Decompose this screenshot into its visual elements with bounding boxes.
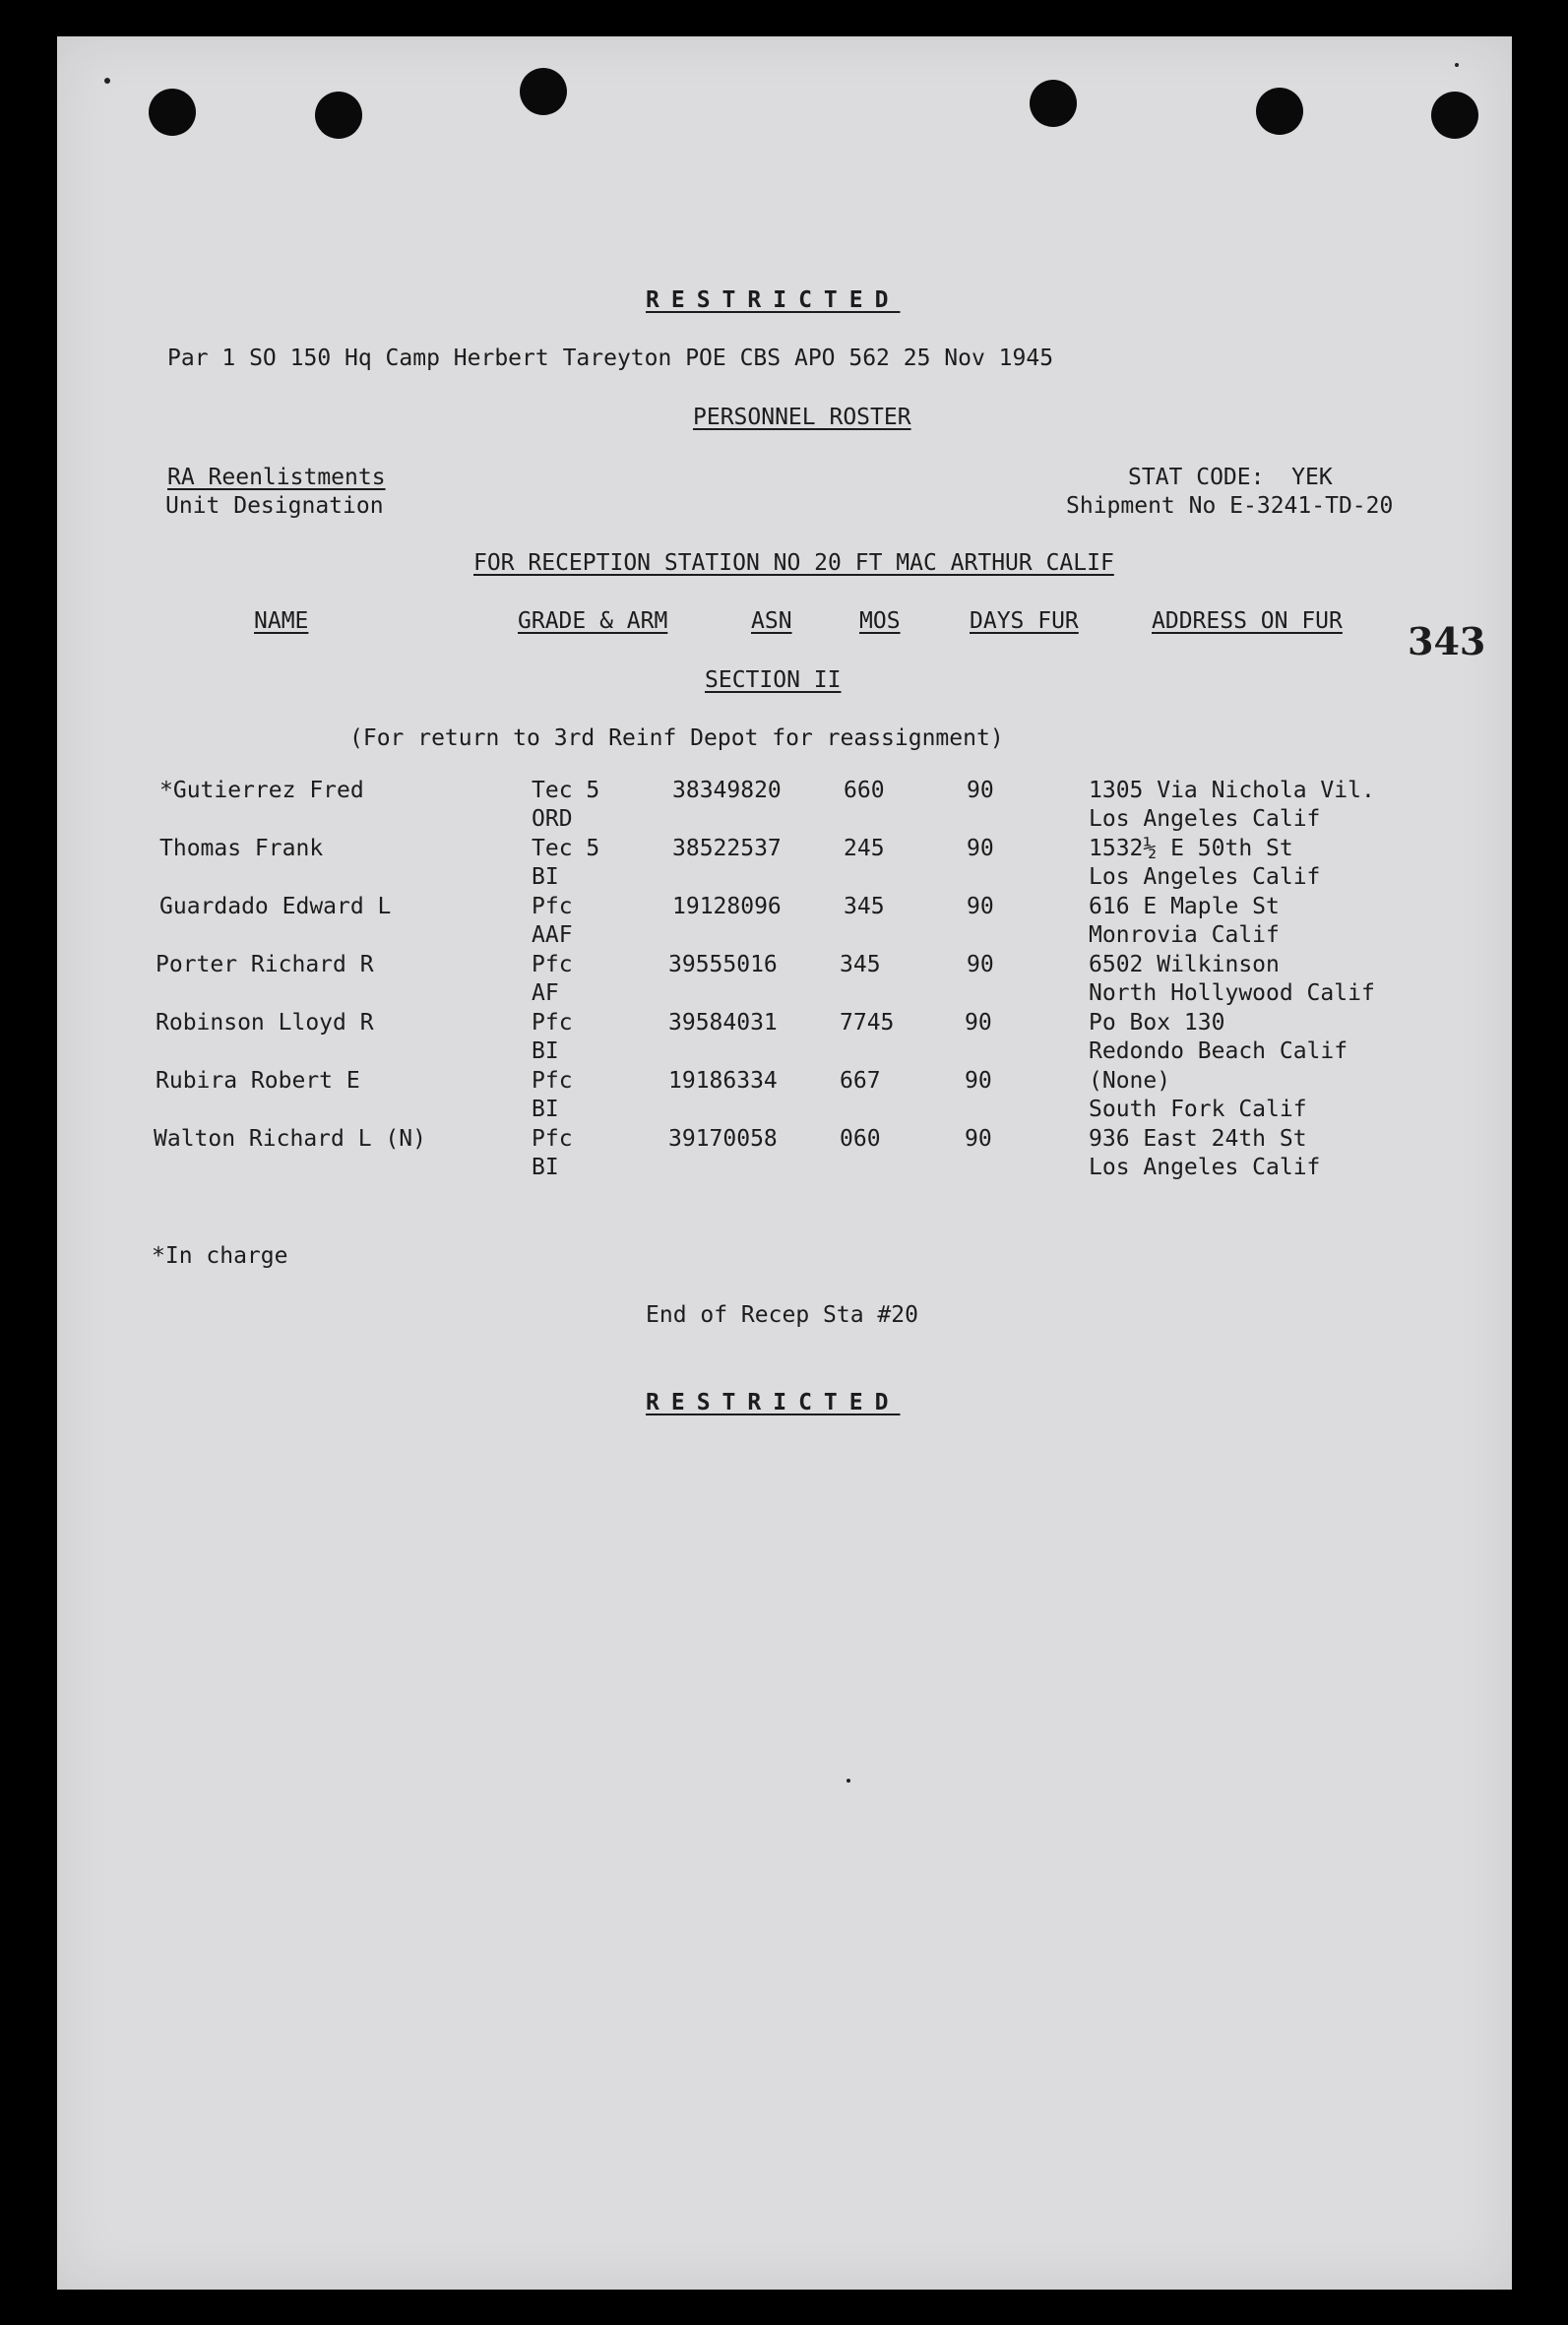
roster-asn: 38349820 — [672, 778, 782, 803]
roster-mos: 345 — [840, 952, 881, 977]
punch-hole — [1030, 80, 1077, 127]
roster-name: Robinson Lloyd R — [156, 1010, 374, 1036]
restricted-header: RESTRICTED — [646, 287, 901, 313]
roster-arm: BI — [532, 864, 559, 890]
roster-row — [57, 1009, 1512, 1068]
document-page — [57, 36, 1512, 2290]
roster-mos: 245 — [844, 836, 885, 861]
roster-address-line2: Los Angeles Calif — [1089, 1155, 1321, 1180]
roster-address-line2: South Fork Calif — [1089, 1097, 1307, 1122]
roster-address-line1: Po Box 130 — [1089, 1010, 1225, 1036]
page-number: 343 — [1408, 619, 1486, 663]
roster-days: 90 — [965, 1010, 992, 1036]
roster-row — [57, 893, 1512, 952]
roster-name: Rubira Robert E — [156, 1068, 360, 1094]
roster-asn: 39170058 — [668, 1126, 778, 1152]
roster-grade: Pfc — [532, 1126, 573, 1152]
column-header-asn: ASN — [751, 608, 792, 634]
roster-grade: Pfc — [532, 1068, 573, 1094]
roster-arm: ORD — [532, 806, 573, 832]
shipment-number: Shipment No E-3241-TD-20 — [1066, 493, 1394, 519]
footnote: *In charge — [152, 1243, 288, 1269]
roster-asn: 19128096 — [672, 894, 782, 919]
roster-mos: 345 — [844, 894, 885, 919]
roster-row — [57, 777, 1512, 836]
roster-address-line1: 616 E Maple St — [1089, 894, 1280, 919]
station-line: FOR RECEPTION STATION NO 20 FT MAC ARTHUR CALIF — [473, 550, 1114, 576]
restricted-footer: RESTRICTED — [646, 1390, 901, 1415]
roster-days: 90 — [967, 894, 994, 919]
order-line: Par 1 SO 150 Hq Camp Herbert Tareyton POE CBS APO 562 25 Nov 1945 — [167, 346, 1054, 371]
roster-address-line2: Los Angeles Calif — [1089, 864, 1321, 890]
roster-address-line1: (None) — [1089, 1068, 1171, 1094]
roster-mos: 060 — [840, 1126, 881, 1152]
roster-grade: Tec 5 — [532, 836, 600, 861]
roster-asn: 19186334 — [668, 1068, 778, 1094]
roster-days: 90 — [965, 1126, 992, 1152]
roster-name: Thomas Frank — [159, 836, 324, 861]
roster-table — [57, 777, 1512, 1195]
punch-hole — [520, 68, 567, 115]
roster-title: PERSONNEL ROSTER — [693, 405, 911, 430]
punch-hole — [1431, 92, 1478, 139]
roster-address-line2: Redondo Beach Calif — [1089, 1038, 1348, 1064]
column-header-days: DAYS FUR — [970, 608, 1079, 634]
roster-row — [57, 1125, 1512, 1184]
section-title: SECTION II — [705, 667, 842, 693]
roster-row — [57, 1067, 1512, 1126]
roster-grade: Pfc — [532, 1010, 573, 1036]
unit-reenlistments: RA Reenlistments — [167, 465, 386, 490]
roster-address-line2: Monrovia Calif — [1089, 922, 1280, 948]
roster-name: Porter Richard R — [156, 952, 374, 977]
roster-days: 90 — [967, 952, 994, 977]
stat-code: STAT CODE: YEK — [1128, 465, 1333, 490]
column-header-grade: GRADE & ARM — [518, 608, 668, 634]
roster-arm: BI — [532, 1038, 559, 1064]
roster-asn: 39555016 — [668, 952, 778, 977]
column-header-address: ADDRESS ON FUR — [1152, 608, 1343, 634]
unit-designation-label: Unit Designation — [165, 493, 384, 519]
roster-mos: 660 — [844, 778, 885, 803]
end-line: End of Recep Sta #20 — [646, 1302, 918, 1328]
roster-mos: 7745 — [840, 1010, 895, 1036]
roster-arm: AF — [532, 980, 559, 1006]
roster-grade: Tec 5 — [532, 778, 600, 803]
roster-arm: BI — [532, 1097, 559, 1122]
column-header-mos: MOS — [859, 608, 901, 634]
roster-days: 90 — [965, 1068, 992, 1094]
speck — [847, 1779, 850, 1783]
roster-asn: 38522537 — [672, 836, 782, 861]
roster-asn: 39584031 — [668, 1010, 778, 1036]
roster-name: Guardado Edward L — [159, 894, 392, 919]
roster-arm: BI — [532, 1155, 559, 1180]
roster-days: 90 — [967, 836, 994, 861]
roster-address-line2: North Hollywood Calif — [1089, 980, 1375, 1006]
section-note: (For return to 3rd Reinf Depot for reassignment) — [349, 725, 1004, 751]
roster-grade: Pfc — [532, 952, 573, 977]
speck — [1455, 63, 1459, 67]
roster-row — [57, 835, 1512, 894]
roster-grade: Pfc — [532, 894, 573, 919]
roster-days: 90 — [967, 778, 994, 803]
roster-name: *Gutierrez Fred — [159, 778, 364, 803]
column-header-name: NAME — [254, 608, 309, 634]
roster-address-line2: Los Angeles Calif — [1089, 806, 1321, 832]
punch-hole — [1256, 88, 1303, 135]
roster-address-line1: 1305 Via Nichola Vil. — [1089, 778, 1375, 803]
roster-mos: 667 — [840, 1068, 881, 1094]
punch-hole — [149, 89, 196, 136]
roster-address-line1: 1532½ E 50th St — [1089, 836, 1293, 861]
roster-row — [57, 951, 1512, 1010]
roster-name: Walton Richard L (N) — [154, 1126, 426, 1152]
roster-arm: AAF — [532, 922, 573, 948]
punch-hole — [315, 92, 362, 139]
speck — [104, 78, 110, 84]
roster-address-line1: 936 East 24th St — [1089, 1126, 1307, 1152]
roster-address-line1: 6502 Wilkinson — [1089, 952, 1280, 977]
